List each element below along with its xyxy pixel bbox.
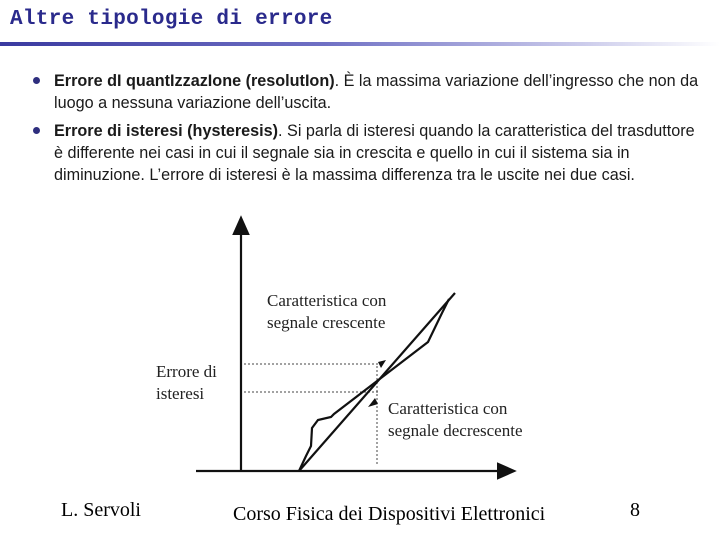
label-rising-characteristic: Caratteristica con segnale crescente: [267, 291, 387, 332]
bullet-text: . È la massima variazione dell’ingresso che non da luogo a nessuna variazione dell’uscita.: [54, 72, 699, 112]
bullet-term: Errore dI quantIzzazIone (resolutIon): [54, 72, 335, 90]
slide-title: Altre tipologie di errore: [10, 8, 333, 31]
footer-author: L. Servoli: [61, 499, 141, 521]
rising-arrow-icon: [378, 360, 386, 368]
label-hysteresis-error: Errore di isteresi: [156, 362, 217, 403]
label-falling-characteristic: Caratteristica con segnale decrescente: [388, 399, 523, 440]
footer-course: Corso Fisica dei Dispositivi Elettronici: [233, 503, 546, 525]
footer-page-number: 8: [630, 499, 640, 521]
bullet-term: Errore di isteresi (hysteresis): [54, 122, 279, 140]
bullet-text: . Si parla di isteresi quando la caratteristica del trasduttore è differente nei casi in cui il segnale sia in crescita e quello in cui il sistema sia in diminuzione. L’errore di isteresi è la massima differenza tra le uscite nei due casi.: [54, 122, 695, 184]
